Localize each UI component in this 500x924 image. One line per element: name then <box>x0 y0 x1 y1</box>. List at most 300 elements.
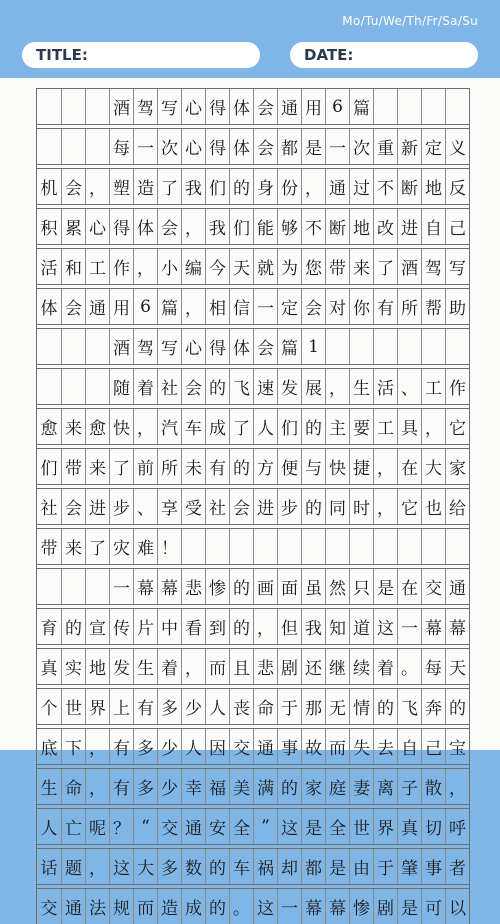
grid-cell: 惨 <box>205 569 229 604</box>
grid-cell: 己 <box>421 729 445 764</box>
grid-cell: 的 <box>205 849 229 884</box>
grid-cell: 的 <box>229 449 253 484</box>
grid-cell: 大 <box>133 849 157 884</box>
grid-cell: 了 <box>157 169 181 204</box>
grid-cell: 剧 <box>277 649 301 684</box>
grid-cell: 的 <box>229 609 253 644</box>
grid-cell: 宣 <box>85 609 109 644</box>
grid-cell: 话 <box>40 859 58 879</box>
grid-cell <box>397 529 421 564</box>
grid-cell: 速 <box>253 369 277 404</box>
text-line <box>37 528 469 564</box>
grid-cell: 人 <box>205 689 229 724</box>
grid-cell: 与 <box>301 449 325 484</box>
grid-cell: 家 <box>445 449 469 484</box>
grid-cell: 会 <box>253 89 277 124</box>
grid-cell: 来 <box>349 249 373 284</box>
grid-cell: 着 <box>133 369 157 404</box>
grid-cell: 能 <box>253 209 277 244</box>
grid-cell: “ <box>133 809 157 844</box>
grid-cell: 于 <box>277 689 301 724</box>
grid-cell: 而 <box>133 889 157 924</box>
text-line <box>37 608 469 644</box>
grid-cell: 我 <box>301 609 325 644</box>
grid-cell: 来 <box>61 409 85 444</box>
grid-cell <box>445 529 469 564</box>
grid-cell: 心 <box>85 209 109 244</box>
grid-cell: 世 <box>349 809 373 844</box>
grid-cell <box>61 329 85 364</box>
grid-cell: 来 <box>85 449 109 484</box>
grid-cell <box>85 569 109 604</box>
grid-cell <box>325 329 349 364</box>
grid-cell: 幕 <box>445 609 469 644</box>
grid-cell: 它 <box>445 409 469 444</box>
grid-cell: 了 <box>109 449 133 484</box>
grid-cell: 一 <box>325 129 349 164</box>
grid-cell: 是 <box>301 809 325 844</box>
grid-cell: 以 <box>445 889 469 924</box>
grid-cell: 一 <box>397 609 421 644</box>
grid-cell: 这 <box>373 609 397 644</box>
grid-cell: 6 <box>325 89 349 124</box>
grid-cell: 知 <box>325 609 349 644</box>
grid-cell: 进 <box>85 489 109 524</box>
grid-cell: 发 <box>109 649 133 684</box>
grid-cell: 社 <box>40 499 58 519</box>
grid-cell <box>325 529 349 564</box>
grid-cell: 祸 <box>253 849 277 884</box>
grid-cell: 反 <box>445 169 469 204</box>
grid-cell: 有 <box>205 449 229 484</box>
grid-cell: 是 <box>325 849 349 884</box>
text-line <box>37 328 469 364</box>
grid-cell: 底 <box>40 739 58 759</box>
grid-cell: 你 <box>349 289 373 324</box>
grid-cell: 真 <box>397 809 421 844</box>
grid-cell: 多 <box>157 689 181 724</box>
grid-cell: 幸 <box>181 769 205 804</box>
grid-cell: 驾 <box>133 329 157 364</box>
text-line <box>37 688 469 724</box>
grid-cell: 这 <box>109 849 133 884</box>
grid-cell: 快 <box>325 449 349 484</box>
grid-cell: 命 <box>253 689 277 724</box>
grid-cell: 去 <box>373 729 397 764</box>
grid-cell: 妻 <box>349 769 373 804</box>
grid-cell: 写 <box>157 329 181 364</box>
grid-cell: 人 <box>253 409 277 444</box>
grid-cell: 安 <box>205 809 229 844</box>
grid-cell: 的 <box>205 369 229 404</box>
grid-cell: 有 <box>373 289 397 324</box>
grid-cell: 的 <box>229 569 253 604</box>
grid-cell: 法 <box>85 889 109 924</box>
grid-cell: 了 <box>85 529 109 564</box>
grid-cell: 车 <box>229 849 253 884</box>
title-field[interactable] <box>22 42 260 68</box>
grid-cell: 是 <box>301 129 325 164</box>
grid-cell: 幕 <box>301 889 325 924</box>
grid-cell: 天 <box>445 649 469 684</box>
text-line <box>37 768 469 804</box>
grid-cell: 个 <box>40 699 58 719</box>
grid-cell: 交 <box>421 569 445 604</box>
grid-cell: 是 <box>397 889 421 924</box>
grid-cell: 通 <box>277 89 301 124</box>
grid-cell: 交 <box>229 729 253 764</box>
grid-cell: 通 <box>85 289 109 324</box>
grid-cell <box>85 129 109 164</box>
grid-cell: 了 <box>229 409 253 444</box>
grid-cell: 而 <box>205 649 229 684</box>
grid-cell: 的 <box>205 889 229 924</box>
grid-cell: 灾 <box>109 529 133 564</box>
grid-cell: 具 <box>397 409 421 444</box>
grid-cell: 展 <box>301 369 325 404</box>
grid-cell: 继 <box>325 649 349 684</box>
text-line <box>37 488 469 524</box>
grid-cell: ， <box>373 449 397 484</box>
grid-cell: 丧 <box>229 689 253 724</box>
grid-cell: 定 <box>277 289 301 324</box>
grid-cell <box>61 129 85 164</box>
grid-cell: 家 <box>301 769 325 804</box>
grid-cell: 带 <box>325 249 349 284</box>
grid-cell: 车 <box>181 409 205 444</box>
grid-cell: 体 <box>133 209 157 244</box>
grid-cell: 的 <box>301 489 325 524</box>
grid-cell: 世 <box>61 689 85 724</box>
text-line <box>37 88 469 124</box>
grid-cell: 人 <box>181 729 205 764</box>
grid-cell: 有 <box>109 769 133 804</box>
grid-cell <box>373 329 397 364</box>
grid-cell: 通 <box>61 889 85 924</box>
grid-cell: 体 <box>229 329 253 364</box>
grid-cell: 然 <box>325 569 349 604</box>
grid-cell: 子 <box>397 769 421 804</box>
grid-cell: 份 <box>277 169 301 204</box>
text-line <box>37 888 469 924</box>
grid-cell <box>421 89 445 124</box>
grid-cell: ， <box>133 409 157 444</box>
grid-cell: 通 <box>445 569 469 604</box>
grid-cell: 作 <box>109 249 133 284</box>
grid-cell: 酒 <box>109 89 133 124</box>
grid-cell: 为 <box>277 249 301 284</box>
grid-cell: 用 <box>301 89 325 124</box>
grid-cell: ， <box>85 169 109 204</box>
grid-cell <box>37 129 61 164</box>
grid-cell: 、 <box>133 489 157 524</box>
grid-cell: 育 <box>40 619 58 639</box>
date-field[interactable] <box>290 42 478 68</box>
grid-cell: 受 <box>181 489 205 524</box>
grid-cell <box>301 529 325 564</box>
grid-cell: 少 <box>181 689 205 724</box>
grid-cell: 多 <box>157 849 181 884</box>
grid-cell: 捷 <box>349 449 373 484</box>
grid-cell: 会 <box>61 289 85 324</box>
grid-cell: 次 <box>157 129 181 164</box>
grid-cell: 篇 <box>349 89 373 124</box>
grid-cell: 酒 <box>109 329 133 364</box>
grid-cell: 断 <box>325 209 349 244</box>
grid-cell <box>421 529 445 564</box>
grid-cell: 数 <box>181 849 205 884</box>
grid-cell: 就 <box>253 249 277 284</box>
grid-cell: 定 <box>421 129 445 164</box>
grid-cell: 步 <box>277 489 301 524</box>
grid-cell: 难 <box>133 529 157 564</box>
grid-cell: 酒 <box>397 249 421 284</box>
grid-cell: 会 <box>253 129 277 164</box>
grid-cell <box>37 569 61 604</box>
grid-cell: 帮 <box>421 289 445 324</box>
grid-cell <box>37 89 61 124</box>
grid-cell: 累 <box>61 209 85 244</box>
grid-cell: 也 <box>421 489 445 524</box>
writing-paper <box>0 78 500 919</box>
grid-cell: 社 <box>205 489 229 524</box>
grid-cell: 带 <box>40 539 58 559</box>
grid-cell: 还 <box>301 649 325 684</box>
grid-cell <box>85 329 109 364</box>
grid-cell: 生 <box>349 369 373 404</box>
grid-cell: 通 <box>325 169 349 204</box>
grid-cell: 体 <box>40 299 58 319</box>
grid-cell: 真 <box>40 659 58 679</box>
grid-cell <box>61 89 85 124</box>
grid-cell <box>181 529 205 564</box>
grid-cell: 交 <box>157 809 181 844</box>
grid-cell: ， <box>85 729 109 764</box>
grid-cell: 身 <box>253 169 277 204</box>
grid-cell: 呢 <box>85 809 109 844</box>
grid-cell: 传 <box>109 609 133 644</box>
grid-cell: 心 <box>181 89 205 124</box>
grid-cell: 积 <box>40 219 58 239</box>
grid-cell: 者 <box>445 849 469 884</box>
grid-cell: 只 <box>349 569 373 604</box>
grid-cell: 重 <box>373 129 397 164</box>
grid-cell: 虽 <box>301 569 325 604</box>
text-line <box>37 728 469 764</box>
grid-cell: 道 <box>349 609 373 644</box>
grid-cell: 呼 <box>445 809 469 844</box>
grid-cell: 少 <box>157 729 181 764</box>
grid-cell: 界 <box>85 689 109 724</box>
grid-cell: 心 <box>181 129 205 164</box>
grid-cell: 体 <box>229 129 253 164</box>
grid-cell: 便 <box>277 449 301 484</box>
grid-cell: 们 <box>40 459 58 479</box>
grid-cell: 这 <box>277 809 301 844</box>
grid-cell: ， <box>445 769 469 804</box>
grid-cell: 工 <box>85 249 109 284</box>
grid-cell: 得 <box>205 329 229 364</box>
grid-cell: 幕 <box>421 609 445 644</box>
grid-cell: 得 <box>109 209 133 244</box>
grid-cell <box>445 329 469 364</box>
grid-cell: 这 <box>253 889 277 924</box>
grid-cell <box>253 529 277 564</box>
grid-cell: 不 <box>373 169 397 204</box>
grid-cell: 片 <box>133 609 157 644</box>
grid-cell: 交 <box>40 899 58 919</box>
grid-cell: 会 <box>61 169 85 204</box>
grid-cell: 到 <box>205 609 229 644</box>
grid-cell <box>229 529 253 564</box>
grid-cell: 惨 <box>349 889 373 924</box>
grid-cell: 小 <box>157 249 181 284</box>
grid-cell: 今 <box>205 249 229 284</box>
grid-cell: ， <box>325 369 349 404</box>
grid-cell: 面 <box>277 569 301 604</box>
grid-cell: 随 <box>109 369 133 404</box>
grid-cell: 的 <box>277 769 301 804</box>
grid-cell: 进 <box>253 489 277 524</box>
grid-cell: ， <box>181 649 205 684</box>
grid-cell: 会 <box>157 209 181 244</box>
grid-cell: 而 <box>325 729 349 764</box>
grid-cell: 奔 <box>421 689 445 724</box>
text-line <box>37 848 469 884</box>
grid-cell: 过 <box>349 169 373 204</box>
title-label: TITLE: <box>36 46 88 64</box>
grid-cell: 幕 <box>325 889 349 924</box>
grid-cell: 一 <box>133 129 157 164</box>
grid-cell <box>85 369 109 404</box>
grid-cell: 发 <box>277 369 301 404</box>
text-line <box>37 808 469 844</box>
grid-cell: 那 <box>301 689 325 724</box>
grid-cell: 每 <box>109 129 133 164</box>
grid-cell: 大 <box>421 449 445 484</box>
grid-cell: 地 <box>421 169 445 204</box>
grid-cell: 义 <box>445 129 469 164</box>
grid-cell: 庭 <box>325 769 349 804</box>
grid-cell: 塑 <box>109 169 133 204</box>
grid-cell: 成 <box>181 889 205 924</box>
grid-cell: 它 <box>397 489 421 524</box>
grid-cell: 但 <box>277 609 301 644</box>
grid-cell: 的 <box>301 409 325 444</box>
grid-cell: 福 <box>205 769 229 804</box>
grid-cell: 方 <box>253 449 277 484</box>
grid-cell <box>373 529 397 564</box>
grid-cell: 一 <box>109 569 133 604</box>
grid-cell: 、 <box>397 369 421 404</box>
grid-cell: 写 <box>157 89 181 124</box>
grid-cell: 地 <box>85 649 109 684</box>
grid-cell: 相 <box>205 289 229 324</box>
grid-cell: 驾 <box>421 249 445 284</box>
grid-cell: 失 <box>349 729 373 764</box>
grid-cell: 们 <box>205 169 229 204</box>
grid-cell: 未 <box>181 449 205 484</box>
grid-cell: 通 <box>181 809 205 844</box>
grid-cell: 改 <box>373 209 397 244</box>
grid-cell: 生 <box>133 649 157 684</box>
grid-cell: 信 <box>229 289 253 324</box>
grid-cell: 事 <box>421 849 445 884</box>
grid-cell: 有 <box>109 729 133 764</box>
grid-cell: 有 <box>133 689 157 724</box>
grid-cell: 在 <box>397 449 421 484</box>
grid-cell: ， <box>373 489 397 524</box>
text-line <box>37 128 469 164</box>
grid-cell: 驾 <box>133 89 157 124</box>
grid-cell: 幕 <box>157 569 181 604</box>
grid-cell: 活 <box>373 369 397 404</box>
grid-cell <box>349 529 373 564</box>
grid-cell: 了 <box>373 249 397 284</box>
text-line <box>37 248 469 284</box>
grid-cell: 会 <box>181 369 205 404</box>
grid-cell: ， <box>181 289 205 324</box>
grid-cell: 的 <box>229 169 253 204</box>
grid-cell: 规 <box>109 889 133 924</box>
grid-cell: 。 <box>397 649 421 684</box>
grid-cell: 由 <box>349 849 373 884</box>
grid-cell: 中 <box>157 609 181 644</box>
grid-cell: 画 <box>253 569 277 604</box>
grid-cell <box>373 89 397 124</box>
grid-cell: 却 <box>277 849 301 884</box>
grid-cell: 编 <box>181 249 205 284</box>
grid-cell: 的 <box>373 689 397 724</box>
grid-cell: 一 <box>253 289 277 324</box>
grid-cell: 造 <box>157 889 181 924</box>
grid-cell: 可 <box>421 889 445 924</box>
text-line <box>37 648 469 684</box>
grid-cell: 的 <box>445 689 469 724</box>
grid-cell: 一 <box>277 889 301 924</box>
grid-cell: 带 <box>61 449 85 484</box>
text-line <box>37 568 469 604</box>
date-label: DATE: <box>304 46 354 64</box>
grid-cell: ， <box>133 249 157 284</box>
grid-cell: 汽 <box>157 409 181 444</box>
grid-cell <box>61 569 85 604</box>
grid-cell: 写 <box>445 249 469 284</box>
text-line <box>37 408 469 444</box>
grid-cell: ” <box>253 809 277 844</box>
grid-cell: 享 <box>157 489 181 524</box>
grid-cell: 快 <box>109 409 133 444</box>
grid-cell: 题 <box>61 849 85 884</box>
grid-cell: 断 <box>397 169 421 204</box>
grid-cell: 己 <box>445 209 469 244</box>
grid-cell: 故 <box>301 729 325 764</box>
grid-cell: 情 <box>349 689 373 724</box>
grid-cell: 天 <box>229 249 253 284</box>
grid-cell: 着 <box>373 649 397 684</box>
grid-cell: 全 <box>229 809 253 844</box>
grid-cell: 步 <box>109 489 133 524</box>
grid-cell <box>61 369 85 404</box>
grid-cell: 且 <box>229 649 253 684</box>
grid-cell <box>85 89 109 124</box>
grid-cell: 于 <box>373 849 397 884</box>
grid-cell: 宝 <box>445 729 469 764</box>
grid-cell: 飞 <box>229 369 253 404</box>
grid-cell: 亡 <box>61 809 85 844</box>
grid-cell: 您 <box>301 249 325 284</box>
grid-cell: 实 <box>61 649 85 684</box>
